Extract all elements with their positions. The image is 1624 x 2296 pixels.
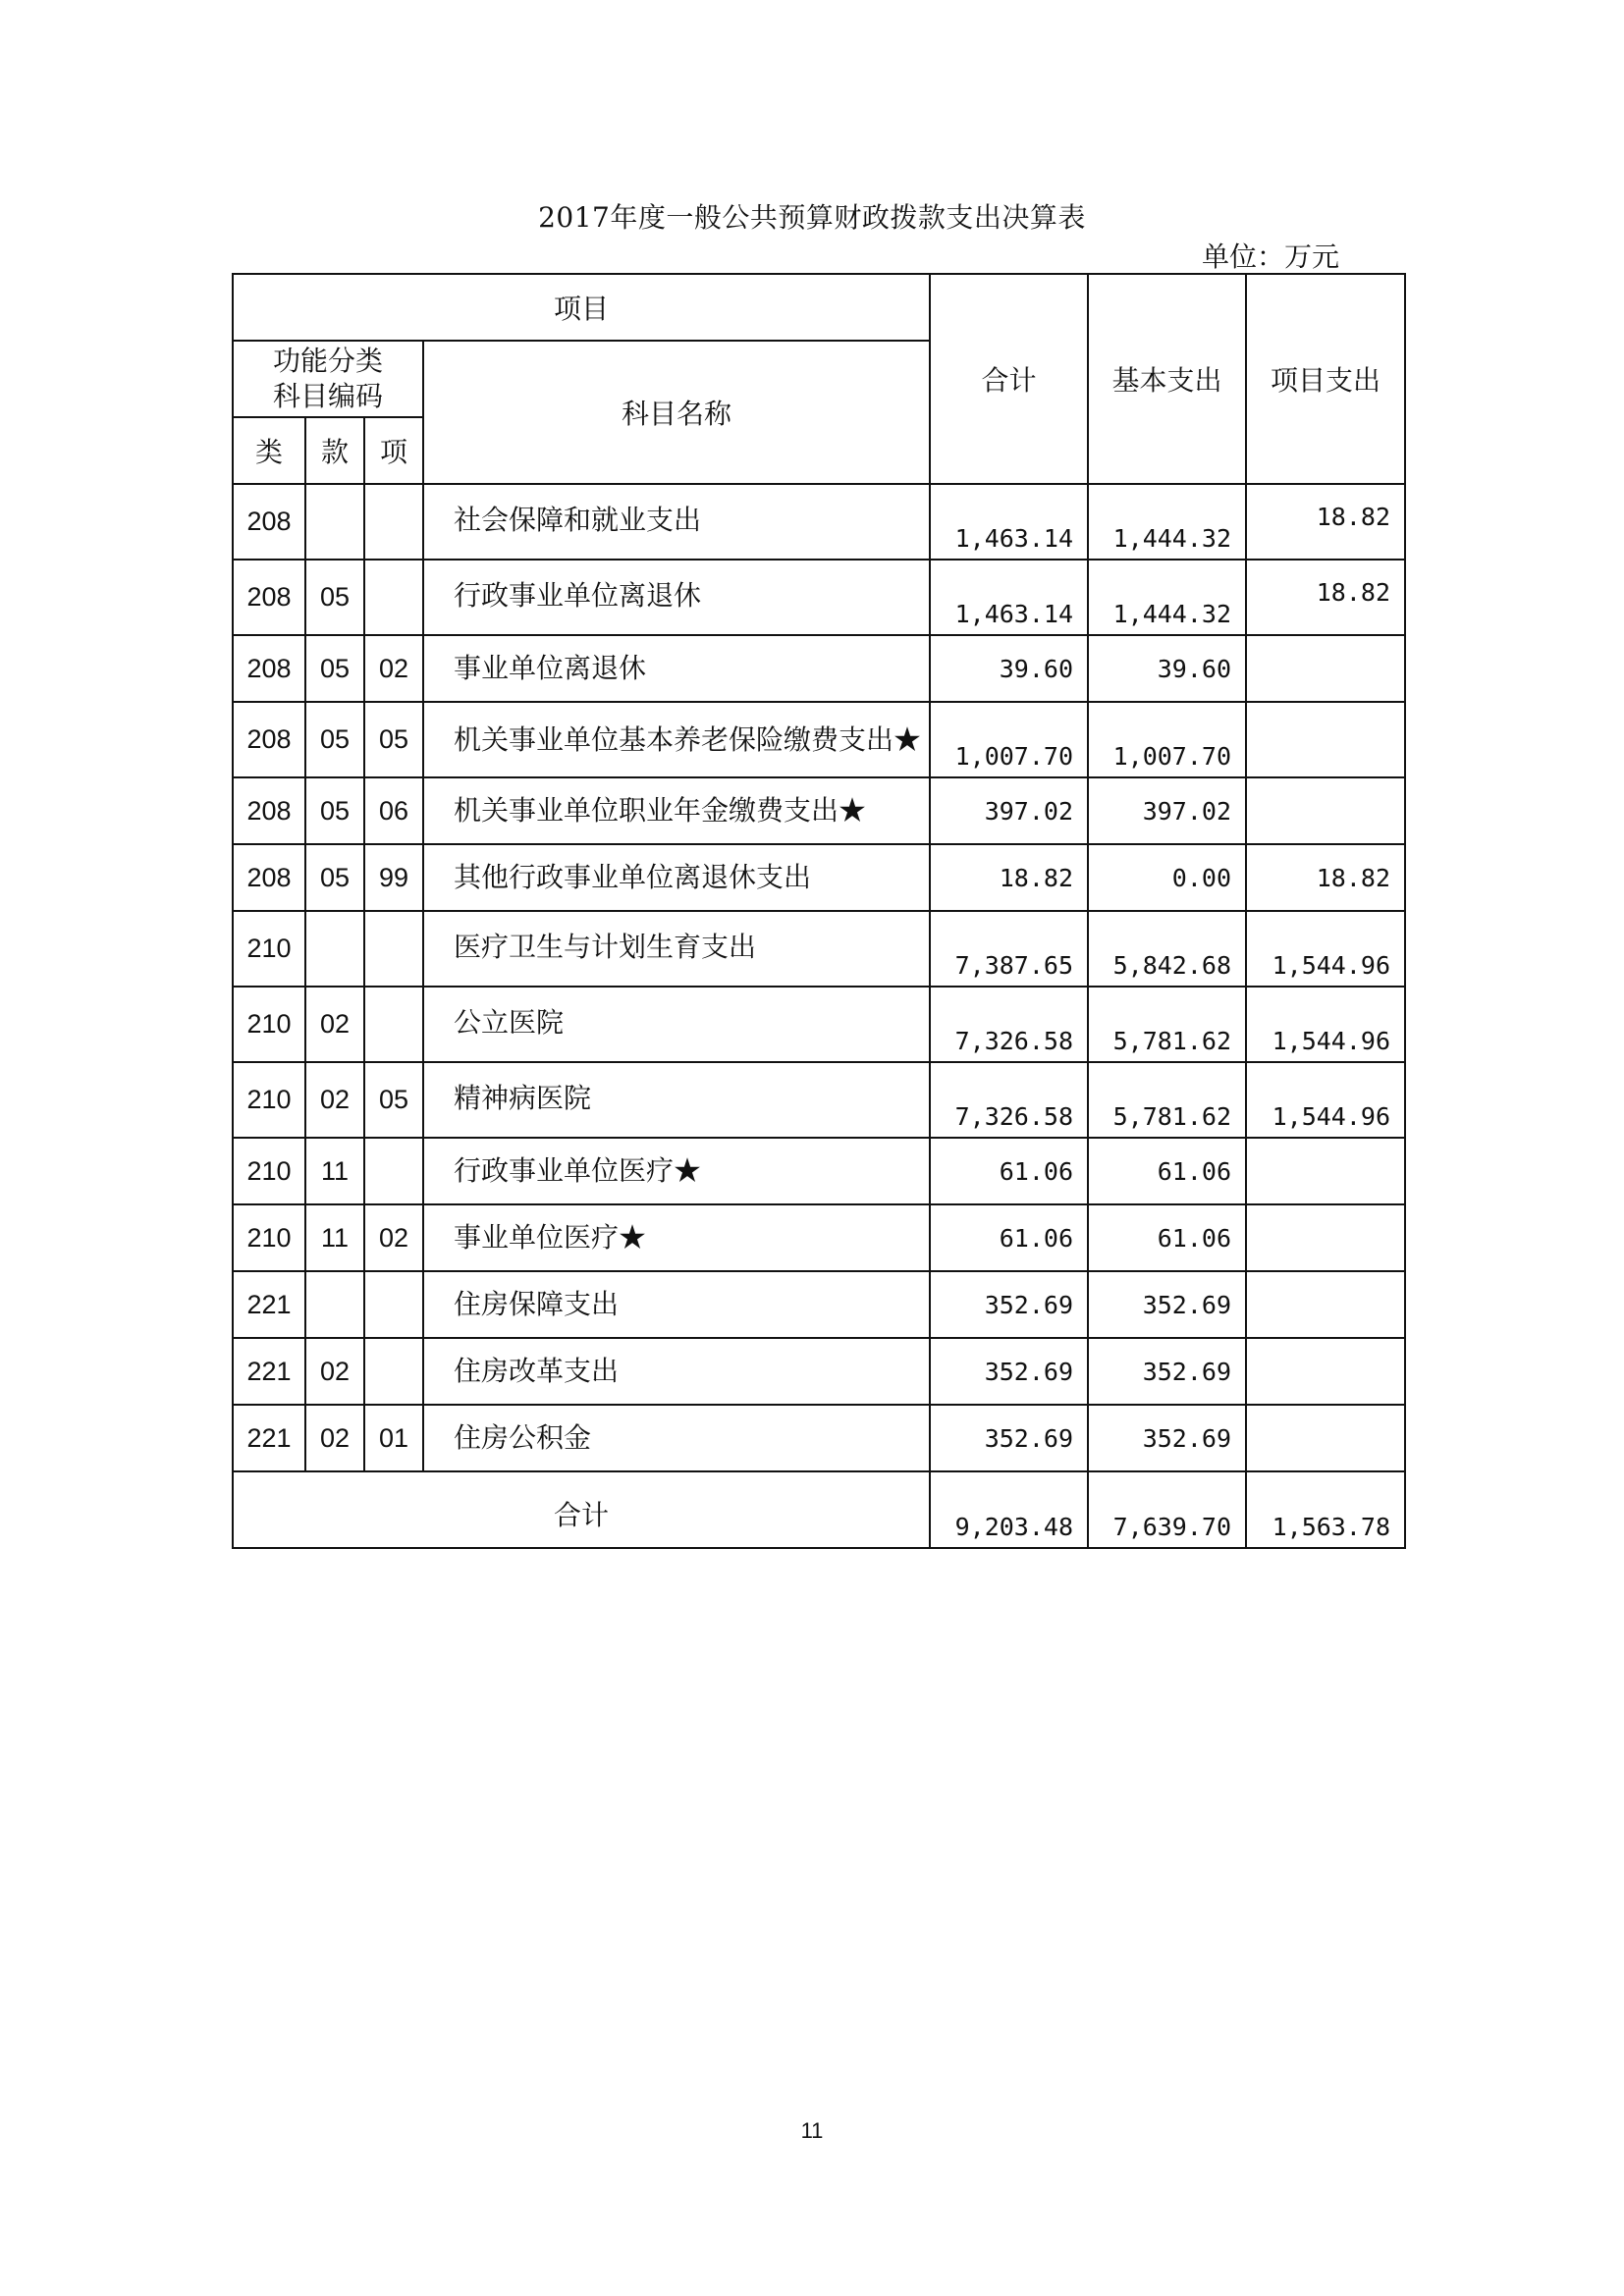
page-title: 2017年度一般公共预算财政拨款支出决算表: [538, 201, 1086, 234]
cell-project: 1,544.96: [1246, 911, 1405, 987]
table-row: [233, 844, 1405, 911]
cell-project: 18.82: [1246, 560, 1405, 635]
cell-basic: 61.06: [1088, 1204, 1246, 1271]
table-row: [233, 1062, 1405, 1138]
cell-lei: 210: [233, 1138, 305, 1204]
cell-project: [1246, 777, 1405, 844]
cell-subject-name: 机关事业单位职业年金缴费支出★: [423, 777, 930, 844]
cell-basic: 5,842.68: [1088, 911, 1246, 987]
cell-basic: 352.69: [1088, 1405, 1246, 1471]
cell-xiang: [364, 484, 423, 560]
cell-basic: 61.06: [1088, 1138, 1246, 1204]
cell-total: 61.06: [930, 1204, 1088, 1271]
cell-total: 1,463.14: [930, 484, 1088, 560]
cell-lei: 221: [233, 1338, 305, 1405]
cell-kuan: 11: [305, 1138, 364, 1204]
cell-lei: 208: [233, 844, 305, 911]
cell-kuan: 05: [305, 844, 364, 911]
header-lei: 类: [233, 417, 305, 484]
cell-xiang: [364, 1338, 423, 1405]
cell-total: 7,387.65: [930, 911, 1088, 987]
cell-basic: 0.00: [1088, 844, 1246, 911]
grand-total-basic: 7,639.70: [1088, 1471, 1246, 1548]
cell-xiang: 02: [364, 635, 423, 702]
cell-xiang: [364, 560, 423, 635]
cell-xiang: 05: [364, 702, 423, 777]
header-kuan: 款: [305, 417, 364, 484]
cell-kuan: 05: [305, 702, 364, 777]
unit-label: 单位：万元: [1201, 240, 1339, 273]
cell-project: 18.82: [1246, 844, 1405, 911]
header-basic: 基本支出: [1088, 274, 1246, 484]
cell-subject-name: 事业单位离退休: [423, 635, 930, 702]
cell-kuan: [305, 911, 364, 987]
table-row: [233, 560, 1405, 635]
cell-total: 61.06: [930, 1138, 1088, 1204]
cell-lei: 221: [233, 1271, 305, 1338]
cell-xiang: [364, 911, 423, 987]
grand-total-label: 合计: [233, 1471, 930, 1548]
table-row: [233, 1405, 1405, 1471]
cell-xiang: [364, 1271, 423, 1338]
cell-project: [1246, 635, 1405, 702]
cell-xiang: 05: [364, 1062, 423, 1138]
cell-subject-name: 事业单位医疗★: [423, 1204, 930, 1271]
grand-total-row: [233, 1471, 1405, 1548]
cell-total: 1,007.70: [930, 702, 1088, 777]
cell-project: [1246, 1338, 1405, 1405]
table-row: [233, 1271, 1405, 1338]
cell-kuan: [305, 484, 364, 560]
cell-lei: 221: [233, 1405, 305, 1471]
cell-xiang: 06: [364, 777, 423, 844]
cell-kuan: 02: [305, 1062, 364, 1138]
cell-subject-name: 住房公积金: [423, 1405, 930, 1471]
cell-basic: 5,781.62: [1088, 1062, 1246, 1138]
cell-xiang: [364, 1138, 423, 1204]
table-row: [233, 702, 1405, 777]
cell-xiang: 01: [364, 1405, 423, 1471]
cell-total: 18.82: [930, 844, 1088, 911]
cell-basic: 1,444.32: [1088, 484, 1246, 560]
expenditure-table: [232, 273, 1406, 1549]
cell-project: [1246, 1138, 1405, 1204]
cell-subject-name: 住房保障支出: [423, 1271, 930, 1338]
cell-kuan: 05: [305, 777, 364, 844]
cell-kuan: 11: [305, 1204, 364, 1271]
cell-basic: 352.69: [1088, 1338, 1246, 1405]
cell-lei: 210: [233, 1062, 305, 1138]
cell-total: 1,463.14: [930, 560, 1088, 635]
cell-lei: 208: [233, 560, 305, 635]
table-row: [233, 1204, 1405, 1271]
cell-xiang: 02: [364, 1204, 423, 1271]
cell-kuan: 05: [305, 635, 364, 702]
table-row: [233, 635, 1405, 702]
table-row: [233, 777, 1405, 844]
cell-basic: 397.02: [1088, 777, 1246, 844]
cell-lei: 208: [233, 635, 305, 702]
cell-lei: 208: [233, 777, 305, 844]
cell-lei: 210: [233, 911, 305, 987]
cell-project: 1,544.96: [1246, 987, 1405, 1062]
cell-xiang: [364, 987, 423, 1062]
cell-subject-name: 住房改革支出: [423, 1338, 930, 1405]
cell-total: 39.60: [930, 635, 1088, 702]
page-number: 11: [800, 2118, 824, 2143]
header-code-group-line2: 科目编码: [272, 380, 383, 412]
table-row: [233, 911, 1405, 987]
cell-kuan: [305, 1271, 364, 1338]
cell-kuan: 02: [305, 987, 364, 1062]
cell-project: 1,544.96: [1246, 1062, 1405, 1138]
header-total: 合计: [930, 274, 1088, 484]
table-row: [233, 484, 1405, 560]
cell-lei: 210: [233, 1204, 305, 1271]
header-xiang: 项: [364, 417, 423, 484]
cell-project: [1246, 1271, 1405, 1338]
cell-total: 7,326.58: [930, 1062, 1088, 1138]
header-subject-name: 科目名称: [423, 341, 930, 484]
cell-project: 18.82: [1246, 484, 1405, 560]
header-code-group-line1: 功能分类: [272, 345, 383, 377]
cell-basic: 5,781.62: [1088, 987, 1246, 1062]
cell-subject-name: 行政事业单位离退休: [423, 560, 930, 635]
header-project: 项目: [233, 274, 930, 341]
cell-lei: 208: [233, 702, 305, 777]
cell-project: [1246, 702, 1405, 777]
cell-kuan: 05: [305, 560, 364, 635]
cell-xiang: 99: [364, 844, 423, 911]
cell-subject-name: 其他行政事业单位离退休支出: [423, 844, 930, 911]
cell-lei: 210: [233, 987, 305, 1062]
cell-basic: 352.69: [1088, 1271, 1246, 1338]
cell-total: 352.69: [930, 1271, 1088, 1338]
header-code-group: [233, 341, 423, 417]
cell-total: 352.69: [930, 1405, 1088, 1471]
cell-subject-name: 行政事业单位医疗★: [423, 1138, 930, 1204]
cell-kuan: 02: [305, 1405, 364, 1471]
cell-subject-name: 公立医院: [423, 987, 930, 1062]
cell-subject-name: 机关事业单位基本养老保险缴费支出★: [423, 702, 930, 777]
table-row: [233, 987, 1405, 1062]
table-row: [233, 1338, 1405, 1405]
cell-total: 397.02: [930, 777, 1088, 844]
grand-total-project: 1,563.78: [1246, 1471, 1405, 1548]
header-project-expenditure: 项目支出: [1246, 274, 1405, 484]
cell-subject-name: 社会保障和就业支出: [423, 484, 930, 560]
cell-total: 352.69: [930, 1338, 1088, 1405]
cell-lei: 208: [233, 484, 305, 560]
table-row: [233, 1138, 1405, 1204]
cell-basic: 1,007.70: [1088, 702, 1246, 777]
cell-subject-name: 医疗卫生与计划生育支出: [423, 911, 930, 987]
grand-total-total: 9,203.48: [930, 1471, 1088, 1548]
cell-kuan: 02: [305, 1338, 364, 1405]
cell-subject-name: 精神病医院: [423, 1062, 930, 1138]
cell-basic: 1,444.32: [1088, 560, 1246, 635]
cell-basic: 39.60: [1088, 635, 1246, 702]
cell-project: [1246, 1204, 1405, 1271]
cell-project: [1246, 1405, 1405, 1471]
cell-total: 7,326.58: [930, 987, 1088, 1062]
